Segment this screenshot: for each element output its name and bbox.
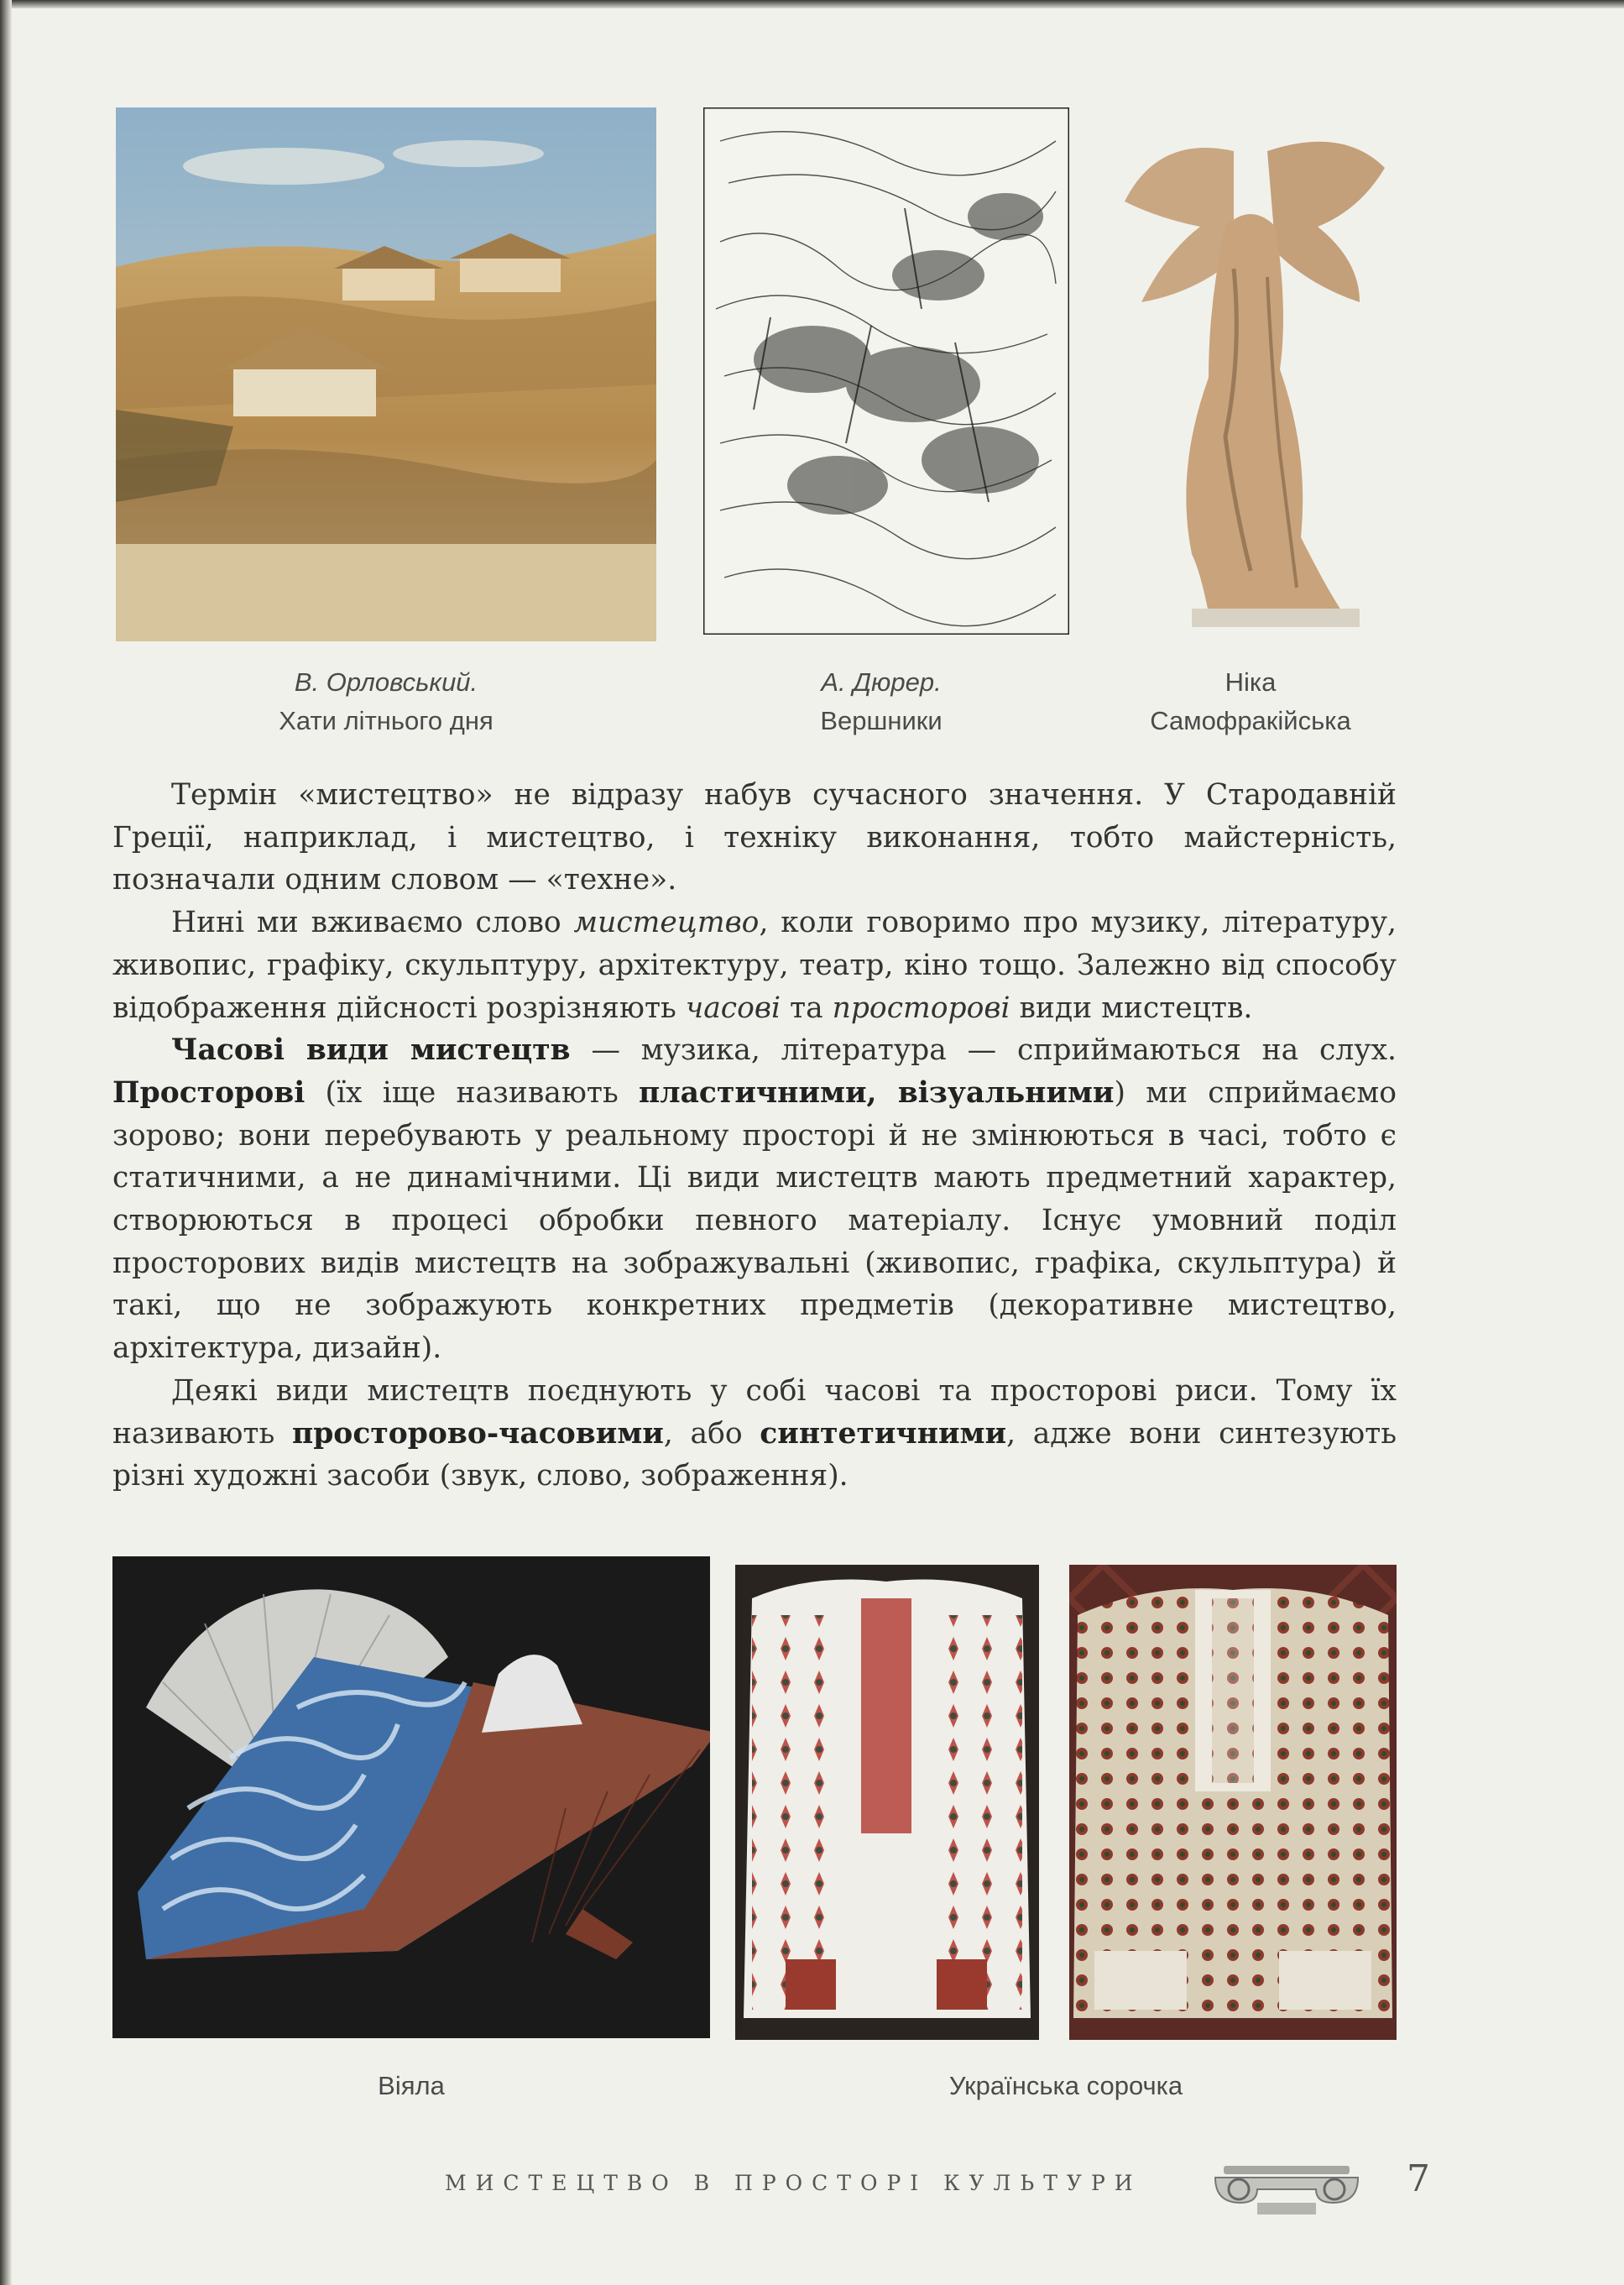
term-plastic-visual: пластичними, візуальними	[639, 1075, 1115, 1110]
paragraph-4: Деякі види мистецтв поєднують у собі часові та просторові риси. Тому їх називають просторово-часовими, або синтетичними, адже вони синтезують різні художні засоби (звук, слово, зображення).	[112, 1373, 1397, 1493]
page-number: 7	[1407, 2157, 1430, 2200]
caption-author: В. Орловський.	[294, 667, 478, 697]
term-spatiotemporal: просторово-часовими	[291, 1416, 664, 1451]
photo-shirt-2	[1069, 1565, 1397, 2040]
caption-title-line2: Самофракійська	[1150, 706, 1351, 735]
photo-fans	[112, 1556, 710, 2038]
paragraph-3: Часові види мистецтв — музика, література — сприймаються на слух. Просторові (їх іще називають пластичними, візуальними) ми сприймаємо зорово; вони перебувають у реальному просторі й не змінюються в часі, тобто є статичними, а не динамічними. Ці види мистецтв мають предметний характер, створюються в процесі обробки певного матеріалу. Існує умовний поділ просторових видів мистецтв на зображувальні (живопис, графіка, скульптура) й такі, що не зображують конкретних предметів (декоративне мистецтво, архітектура, дизайн).	[112, 1033, 1397, 1366]
running-footer-title: МИСТЕЦТВО В ПРОСТОРІ КУЛЬТУРИ	[445, 2171, 1142, 2195]
caption-orlovsky	[201, 663, 571, 740]
caption-shirts: Українська сорочка	[948, 2071, 1183, 2100]
caption-author: А. Дюрер.	[821, 667, 942, 697]
caption-durer	[739, 663, 1024, 740]
caption-work: Вершники	[820, 706, 943, 735]
caption-work: Хати літнього дня	[279, 706, 493, 735]
sculpture-nike-samothrace	[1108, 101, 1393, 638]
term-mystetstvo: мистецтво	[573, 906, 760, 940]
paragraph-2: Нині ми вживаємо слово мистецтво, коли говоримо про музику, літературу, живопис, графіку, скульптуру, архітектуру, театр, кіно тощо. Залежно від способу відображення дійсності розрізняють часові та просторові види мистецтв.	[112, 906, 1397, 1025]
caption-title-line1: Ніка	[1225, 667, 1277, 697]
term-spatial: Просторові	[112, 1075, 305, 1110]
photo-shirt-1	[735, 1565, 1039, 2040]
body-text	[112, 774, 1397, 1498]
painting-orlovsky-huts	[116, 107, 656, 641]
caption-fans: Віяла	[378, 2071, 445, 2100]
page-binding-edge	[0, 0, 12, 2285]
term-time: часові	[685, 991, 781, 1025]
caption-nike	[1091, 663, 1410, 740]
term-synthetic: синтетичними	[760, 1416, 1007, 1451]
term-time-arts: Часові види мистецтв	[171, 1033, 571, 1068]
page-top-shadow	[0, 0, 1624, 8]
paragraph-1: Термін «мистецтво» не відразу набув сучасного значення. У Стародавній Греції, наприклад, і мистецтво, і техніку виконання, тобто майстерність, позначали одним словом — «техне».	[112, 778, 1397, 897]
engraving-durer-horsemen	[703, 107, 1069, 635]
ionic-capital-icon	[1207, 2161, 1366, 2220]
term-space: просторові	[832, 991, 1010, 1025]
